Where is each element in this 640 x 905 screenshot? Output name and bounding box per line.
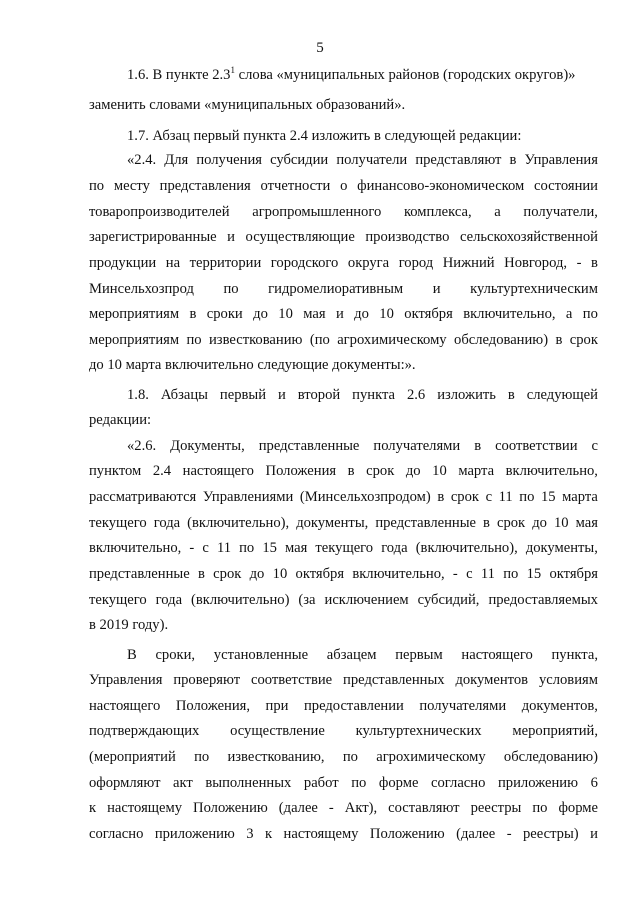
word: текущего: [89, 515, 147, 531]
word: территории: [189, 255, 262, 271]
paragraph-line: [127, 127, 521, 145]
line-text-tail: слова «муниципальных районов (городских округов)»: [234, 67, 576, 83]
word: субсидии: [270, 152, 329, 168]
word: следующей: [526, 387, 598, 403]
word: до: [253, 306, 268, 322]
word: приложению: [498, 775, 579, 791]
word: -: [506, 826, 512, 842]
line-text: до 10 марта включительно следующие документы:».: [89, 357, 416, 373]
word: реестры: [470, 800, 522, 816]
paragraph-line: [89, 96, 405, 114]
word: документов: [455, 672, 529, 688]
paragraph-line: [89, 722, 598, 740]
word: первым: [395, 647, 443, 663]
word: акт: [173, 775, 193, 791]
word: по: [519, 489, 535, 505]
word: агропромышленного: [252, 204, 382, 220]
word: настоящему: [283, 826, 359, 842]
word: обследованию): [503, 749, 598, 765]
line-text: редакции:: [89, 412, 152, 428]
word: настоящего: [89, 698, 161, 714]
word: -: [189, 540, 195, 556]
word: а: [565, 306, 573, 322]
paragraph-line: [89, 616, 168, 634]
word: второй: [297, 387, 341, 403]
word: известкованию,: [227, 749, 325, 765]
line-text: в 2019 году).: [89, 617, 169, 633]
word: в: [347, 463, 355, 479]
word: с: [591, 438, 598, 454]
word: пункта: [352, 387, 396, 403]
word: представленных: [343, 672, 445, 688]
superscript: 1: [230, 65, 235, 75]
word: «2.4.: [127, 152, 157, 168]
word: 15: [540, 489, 556, 505]
word: мая: [285, 540, 308, 556]
word: первый: [219, 387, 267, 403]
word: (мероприятий: [89, 749, 176, 765]
word: в: [197, 566, 205, 582]
word: Нижний: [442, 255, 495, 271]
word: пункта,: [551, 647, 598, 663]
word: агрохимическому: [376, 749, 486, 765]
word: рассматриваются: [89, 489, 197, 505]
word: а: [494, 204, 501, 220]
paragraph-line: [89, 514, 598, 532]
word: работ: [303, 775, 339, 791]
word: условиям: [538, 672, 598, 688]
word: документов,: [521, 698, 598, 714]
word: культуртехнических: [355, 723, 482, 739]
word: по: [89, 178, 105, 194]
word: 15: [526, 566, 542, 582]
paragraph-line: [127, 66, 575, 84]
word: месту: [113, 178, 150, 194]
word: пунктом: [89, 463, 142, 479]
paragraph-line: [127, 151, 598, 169]
word: до: [532, 515, 547, 531]
word: сроки: [206, 306, 243, 322]
word: к: [265, 826, 273, 842]
word: приложению: [154, 826, 235, 842]
paragraph-line: [127, 646, 598, 664]
word: по: [194, 749, 210, 765]
paragraph-line: [89, 331, 598, 349]
word: Новгород,: [504, 255, 568, 271]
word: 10: [553, 515, 569, 531]
word: и: [432, 281, 441, 297]
word: Управлениями: [202, 489, 294, 505]
word: 11: [480, 566, 495, 582]
word: года: [153, 515, 181, 531]
word: город: [398, 255, 434, 271]
word: Минсельхозпрод: [89, 281, 194, 297]
word: представленные: [89, 566, 190, 582]
word: получатели: [336, 152, 408, 168]
word: на: [165, 255, 181, 271]
word: предоставлении: [303, 698, 404, 714]
word: представленные: [375, 515, 477, 531]
word: по: [532, 800, 548, 816]
word: производство: [365, 229, 450, 245]
word: срок: [366, 463, 395, 479]
word: форме: [558, 800, 598, 816]
word: года: [381, 540, 408, 556]
word: включительно,: [505, 463, 598, 479]
word: представления: [159, 178, 251, 194]
word: и: [227, 229, 235, 245]
page-number: 5: [316, 40, 324, 56]
word: абзацем: [326, 647, 377, 663]
word: городского: [270, 255, 339, 271]
paragraph-line: [89, 305, 598, 323]
word: в: [189, 306, 197, 322]
word: включительно,: [463, 306, 556, 322]
word: 11: [216, 540, 232, 556]
paragraph-line: [89, 774, 598, 792]
word: сроки,: [155, 647, 196, 663]
word: (по: [309, 332, 330, 348]
word: по: [503, 566, 519, 582]
word: Управления: [524, 152, 598, 168]
word: товаропроизводителей: [89, 204, 230, 220]
paragraph-line: [89, 825, 598, 843]
paragraph-line: [127, 386, 598, 404]
word: по: [223, 281, 239, 297]
word: Управления: [89, 672, 163, 688]
word: мая: [575, 515, 598, 531]
paragraph-line: [89, 539, 598, 557]
word: срок: [450, 489, 479, 505]
word: отчетности: [260, 178, 331, 194]
paragraph-line: [89, 697, 598, 715]
word: 2.6: [406, 387, 426, 403]
word: финансово-экономическом: [357, 178, 525, 194]
word: включительно,: [352, 566, 445, 582]
word: 10: [272, 566, 288, 582]
paragraph-line: [89, 356, 416, 374]
word: культуртехническим: [470, 281, 598, 297]
word: в: [437, 489, 445, 505]
word: по: [351, 775, 367, 791]
word: с: [202, 540, 209, 556]
word: в: [555, 332, 563, 348]
word: согласно: [89, 826, 144, 842]
word: Положения,: [175, 698, 251, 714]
word: осуществляющие: [245, 229, 355, 245]
word: реестры): [523, 826, 579, 842]
word: и: [590, 826, 598, 842]
paragraph-line: [89, 462, 598, 480]
word: мероприятиям: [89, 332, 180, 348]
word: по: [239, 540, 255, 556]
word: (за: [298, 592, 316, 608]
word: 10: [278, 306, 293, 322]
word: марта: [562, 489, 598, 505]
word: мероприятий,: [512, 723, 598, 739]
word: к: [89, 800, 97, 816]
word: исключением: [324, 592, 409, 608]
word: получатели,: [523, 204, 598, 220]
paragraph-line: [89, 411, 151, 429]
word: 1.8.: [127, 387, 149, 403]
word: в: [507, 387, 515, 403]
word: сельскохозяйственной: [459, 229, 598, 245]
word: в: [591, 255, 598, 271]
word: подтверждающих: [89, 723, 200, 739]
word: представленные: [258, 438, 360, 454]
word: в: [474, 438, 482, 454]
word: форме: [378, 775, 419, 791]
paragraph-line: [89, 591, 598, 609]
word: установленные: [213, 647, 309, 663]
word: получения: [196, 152, 262, 168]
word: настоящему: [107, 800, 183, 816]
paragraph-line: [89, 228, 598, 246]
word: субсидий,: [417, 592, 480, 608]
word: октября: [404, 306, 453, 322]
word: -: [452, 566, 458, 582]
word: срок: [213, 566, 242, 582]
word: представляют: [415, 152, 502, 168]
word: проверяют: [173, 672, 241, 688]
word: известкованию: [209, 332, 303, 348]
word: до: [405, 463, 421, 479]
word: оформляют: [89, 775, 161, 791]
paragraph-line: [89, 488, 598, 506]
word: в: [509, 152, 517, 168]
word: продукции: [89, 255, 157, 271]
word: 3: [246, 826, 254, 842]
word: октября: [295, 566, 345, 582]
paragraph-line: [89, 748, 598, 766]
word: гидромелиоративным: [268, 281, 404, 297]
word: (включительно): [191, 592, 290, 608]
word: агрохимическому: [337, 332, 447, 348]
word: зарегистрированные: [89, 229, 217, 245]
word: соответствие: [251, 672, 333, 688]
word: о: [340, 178, 348, 194]
paragraph-line: [89, 671, 598, 689]
word: Документы,: [170, 438, 245, 454]
word: Для: [164, 152, 189, 168]
word: мая: [303, 306, 326, 322]
word: до: [354, 306, 369, 322]
word: «2.6.: [127, 438, 157, 454]
word: изложить: [437, 387, 496, 403]
word: с: [466, 566, 473, 582]
word: с: [485, 489, 493, 505]
word: в: [483, 515, 490, 531]
word: округа: [347, 255, 390, 271]
word: 10: [432, 463, 447, 479]
line-text: 1.6. В пункте 2.3: [127, 67, 231, 83]
word: Положению: [369, 826, 445, 842]
word: мероприятиям: [89, 306, 180, 322]
word: 2.4: [152, 463, 172, 479]
word: до: [249, 566, 265, 582]
word: получателями: [419, 698, 507, 714]
word: Положения: [265, 463, 337, 479]
paragraph-line: [127, 437, 598, 455]
word: марта: [458, 463, 495, 479]
paragraph-line: [89, 254, 598, 272]
paragraph-line: [89, 280, 598, 298]
word: комплекса,: [403, 204, 472, 220]
word: 11: [498, 489, 513, 505]
word: выполненных: [205, 775, 292, 791]
word: года: [155, 592, 183, 608]
word: В: [127, 647, 137, 663]
word: срок: [496, 515, 526, 531]
word: текущего: [315, 540, 374, 556]
word: включительно,: [89, 540, 182, 556]
word: согласно: [431, 775, 486, 791]
word: обследованию): [454, 332, 549, 348]
word: при: [265, 698, 289, 714]
word: (Минсельхозпродом): [299, 489, 431, 505]
word: (далее: [456, 826, 496, 842]
word: (включительно),: [415, 540, 518, 556]
word: -: [576, 255, 582, 271]
word: составляют: [388, 800, 460, 816]
word: получателями: [373, 438, 461, 454]
word: предоставляемых: [488, 592, 598, 608]
word: и: [277, 387, 286, 403]
word: текущего: [89, 592, 147, 608]
word: настоящего: [461, 647, 533, 663]
word: 15: [262, 540, 277, 556]
word: (включительно),: [187, 515, 290, 531]
word: настоящего: [182, 463, 254, 479]
word: документы,: [296, 515, 369, 531]
word: Акт),: [344, 800, 378, 816]
word: по: [186, 332, 202, 348]
word: октября: [549, 566, 598, 582]
word: соответствии: [495, 438, 578, 454]
word: и: [335, 306, 344, 322]
line-text: заменить словами «муниципальных образований».: [89, 97, 406, 113]
word: -: [328, 800, 334, 816]
paragraph-line: [89, 177, 598, 195]
word: по: [582, 306, 598, 322]
word: 10: [379, 306, 394, 322]
word: документы,: [525, 540, 598, 556]
word: Абзацы: [160, 387, 208, 403]
word: (далее: [278, 800, 318, 816]
word: осуществление: [230, 723, 325, 739]
line-text: 1.7. Абзац первый пункта 2.4 изложить в следующей редакции:: [127, 128, 522, 144]
paragraph-line: [89, 565, 598, 583]
paragraph-line: [89, 799, 598, 817]
word: 6: [590, 775, 598, 791]
word: Положению: [193, 800, 268, 816]
paragraph-line: [89, 203, 598, 221]
word: срок: [569, 332, 598, 348]
word: по: [342, 749, 358, 765]
word: состоянии: [534, 178, 598, 194]
